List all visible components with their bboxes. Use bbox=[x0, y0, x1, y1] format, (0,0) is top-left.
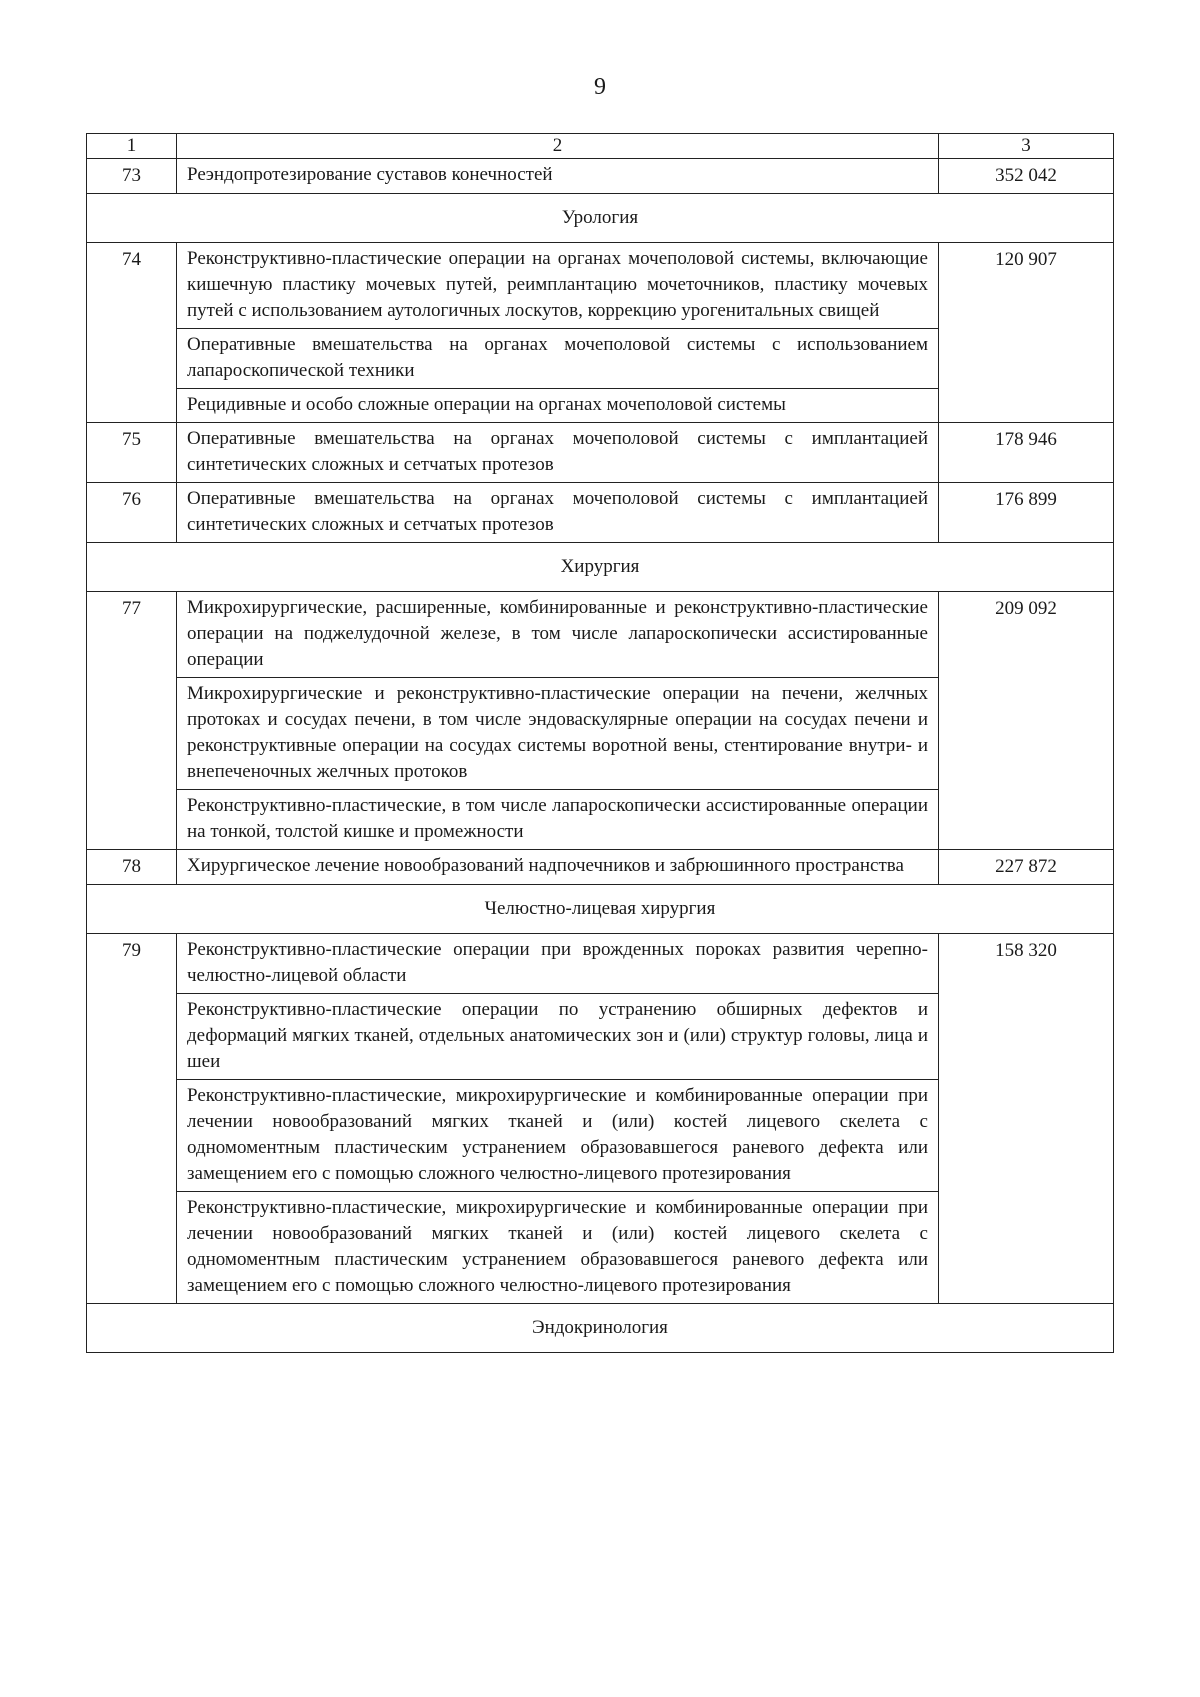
cost-value: 352 042 bbox=[939, 159, 1114, 194]
procedure-description: Реконструктивно-пластические, микрохирургические и комбинированные операции при лечении новообразований мягких тканей и (или) костей лицевого скелета с одномоментным пластическим устранением образовавшегося раневого дефекта или замещением его с помощью сложного челюстно-лицевого протезирования bbox=[177, 1192, 939, 1304]
section-title: Эндокринология bbox=[87, 1304, 1114, 1353]
row-number: 76 bbox=[87, 483, 177, 543]
cost-value: 227 872 bbox=[939, 850, 1114, 885]
section-row bbox=[87, 1304, 1114, 1353]
row-number: 74 bbox=[87, 243, 177, 423]
procedure-description: Рецидивные и особо сложные операции на органах мочеполовой системы bbox=[177, 389, 939, 423]
section-title: Урология bbox=[87, 194, 1114, 243]
row-number: 77 bbox=[87, 592, 177, 850]
procedure-description: Реконструктивно-пластические операции по устранению обширных дефектов и деформаций мягких тканей, отдельных анатомических зон и (или) структур головы, лица и шеи bbox=[177, 994, 939, 1080]
row-number: 79 bbox=[87, 934, 177, 1304]
procedure-description: Реэндопротезирование суставов конечностей bbox=[177, 159, 939, 194]
procedure-description: Реконструктивно-пластические операции при врожденных пороках развития черепно-челюстно-лицевой области bbox=[177, 934, 939, 994]
header-row bbox=[87, 134, 1114, 159]
table-row bbox=[87, 159, 1114, 194]
table-row bbox=[87, 243, 1114, 329]
cost-value: 209 092 bbox=[939, 592, 1114, 850]
procedure-description: Реконструктивно-пластические операции на органах мочеполовой системы, включающие кишечную пластику мочевых путей, реимплантацию мочеточников, пластику мочевых путей с использованием аутологичных лоскутов, коррекцию урогенитальных свищей bbox=[177, 243, 939, 329]
row-number: 73 bbox=[87, 159, 177, 194]
section-row bbox=[87, 194, 1114, 243]
section-row bbox=[87, 543, 1114, 592]
procedure-description: Хирургическое лечение новообразований надпочечников и забрюшинного пространства bbox=[177, 850, 939, 885]
table-row bbox=[87, 934, 1114, 994]
header-cell-2: 2 bbox=[177, 134, 939, 159]
procedure-description: Реконструктивно-пластические, в том числе лапароскопически ассистированные операции на тонкой, толстой кишке и промежности bbox=[177, 790, 939, 850]
procedure-description: Оперативные вмешательства на органах мочеполовой системы с имплантацией синтетических сложных и сетчатых протезов bbox=[177, 423, 939, 483]
procedure-description: Микрохирургические и реконструктивно-пластические операции на печени, желчных протоках и сосудах печени, в том числе эндоваскулярные операции на сосудах печени и реконструктивные операции на сосудах системы воротной вены, стентирование внутри- и внепеченочных желчных протоков bbox=[177, 678, 939, 790]
row-number: 78 bbox=[87, 850, 177, 885]
table-row bbox=[87, 483, 1114, 543]
cost-value: 120 907 bbox=[939, 243, 1114, 423]
section-title: Челюстно-лицевая хирургия bbox=[87, 885, 1114, 934]
cost-value: 178 946 bbox=[939, 423, 1114, 483]
row-number: 75 bbox=[87, 423, 177, 483]
tariff-table bbox=[86, 133, 1114, 1353]
section-title: Хирургия bbox=[87, 543, 1114, 592]
table-row bbox=[87, 850, 1114, 885]
header-cell-1: 1 bbox=[87, 134, 177, 159]
page-number: 9 bbox=[594, 74, 606, 100]
table-row bbox=[87, 592, 1114, 678]
procedure-description: Микрохирургические, расширенные, комбинированные и реконструктивно-пластические операции на поджелудочной железе, в том числе лапароскопически ассистированные операции bbox=[177, 592, 939, 678]
procedure-description: Реконструктивно-пластические, микрохирургические и комбинированные операции при лечении новообразований мягких тканей и (или) костей лицевого скелета с одномоментным пластическим устранением образовавшегося раневого дефекта или замещением его с помощью сложного челюстно-лицевого протезирования bbox=[177, 1080, 939, 1192]
table-row bbox=[87, 423, 1114, 483]
procedure-description: Оперативные вмешательства на органах мочеполовой системы с использованием лапароскопической техники bbox=[177, 329, 939, 389]
cost-value: 158 320 bbox=[939, 934, 1114, 1304]
procedure-description: Оперативные вмешательства на органах мочеполовой системы с имплантацией синтетических сложных и сетчатых протезов bbox=[177, 483, 939, 543]
section-row bbox=[87, 885, 1114, 934]
cost-value: 176 899 bbox=[939, 483, 1114, 543]
header-cell-3: 3 bbox=[939, 134, 1114, 159]
